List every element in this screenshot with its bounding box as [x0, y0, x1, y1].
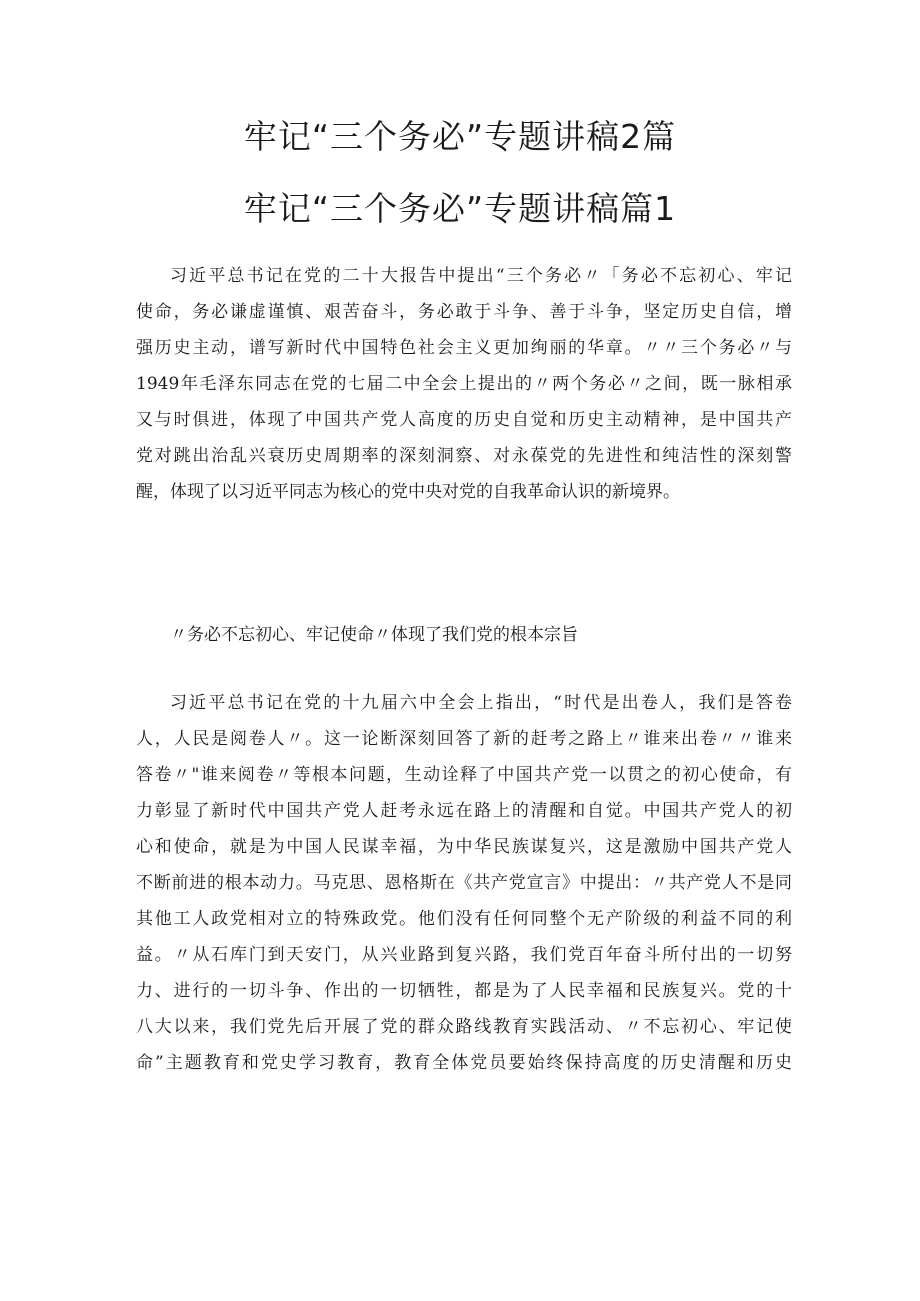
- section-heading: [136, 617, 792, 653]
- paragraph-line: 强历史主动，谱写新时代中国特色社会主义更加绚丽的华章。〃〃三个务必〃与: [136, 338, 792, 358]
- paragraph-line: 不断前进的根本动力。马克思、恩格斯在《共产党宣言》中提出：〃共产党人不是同: [136, 873, 792, 893]
- paragraph-line: 党对跳出治乱兴衰历史周期率的深刻洞察、对永葆党的先进性和纯洁性的深刻警: [136, 446, 792, 466]
- paragraph-line: 心和使命，就是为中国人民谋幸福，为中华民族谋复兴，这是激励中国共产党人: [136, 837, 792, 857]
- paragraph-line: 其他工人政党相对立的特殊政党。他们没有任何同整个无产阶级的利益不同的利: [136, 909, 792, 929]
- document-subtitle: 牢记“三个务必”专题讲稿篇1: [243, 189, 677, 228]
- paragraph-line: 力、进行的一切斗争、作出的一切牺牲，都是为了人民幸福和民族复兴。党的十: [136, 981, 792, 1001]
- paragraph-line: 习近平总书记在党的二十大报告中提出“三个务必〃「务必不忘初心、牢记: [170, 266, 792, 286]
- paragraph-line: 益。〃从石库门到天安门，从兴业路到复兴路，我们党百年奋斗所付出的一切努: [136, 945, 792, 965]
- paragraph-line: 习近平总书记在党的十九届六中全会上指出，“时代是出卷人，我们是答卷: [170, 693, 792, 713]
- section-heading-text: 〃务必不忘初心、牢记使命〃体现了我们党的根本宗旨: [170, 625, 578, 645]
- document-title: 牢记“三个务必”专题讲稿2篇: [243, 117, 677, 156]
- paragraph-line: 1949年毛泽东同志在党的七届二中全会上提出的〃两个务必〃之间，既一脉相承: [136, 374, 792, 394]
- paragraph-line: 使命，务必谦虚谨慎、艰苦奋斗，务必敢于斗争、善于斗争，坚定历史自信，增: [136, 302, 792, 322]
- paragraph-line: 命”主题教育和党史学习教育，教育全体党员要始终保持高度的历史清醒和历史: [136, 1053, 792, 1073]
- paragraph-line: 力彰显了新时代中国共产党人赶考永远在路上的清醒和自觉。中国共产党人的初: [136, 801, 792, 821]
- paragraph-line: 醒，体现了以习近平同志为核心的党中央对党的自我革命认识的新境界。: [136, 482, 680, 502]
- paragraph-line: 答卷〃"谁来阅卷〃等根本问题，生动诠释了中国共产党一以贯之的初心使命，有: [136, 765, 792, 785]
- paragraph-line: 又与时俱进，体现了中国共产党人高度的历史自觉和历史主动精神，是中国共产: [136, 410, 792, 430]
- paragraph-line: 八大以来，我们党先后开展了党的群众路线教育实践活动、〃不忘初心、牢记使: [136, 1017, 792, 1037]
- paragraph-line: 人，人民是阅卷人〃。这一论断深刻回答了新的赶考之路上〃谁来出卷〃〃谁来: [136, 729, 792, 749]
- paragraph-body: [136, 685, 792, 1081]
- paragraph-intro: [136, 258, 792, 510]
